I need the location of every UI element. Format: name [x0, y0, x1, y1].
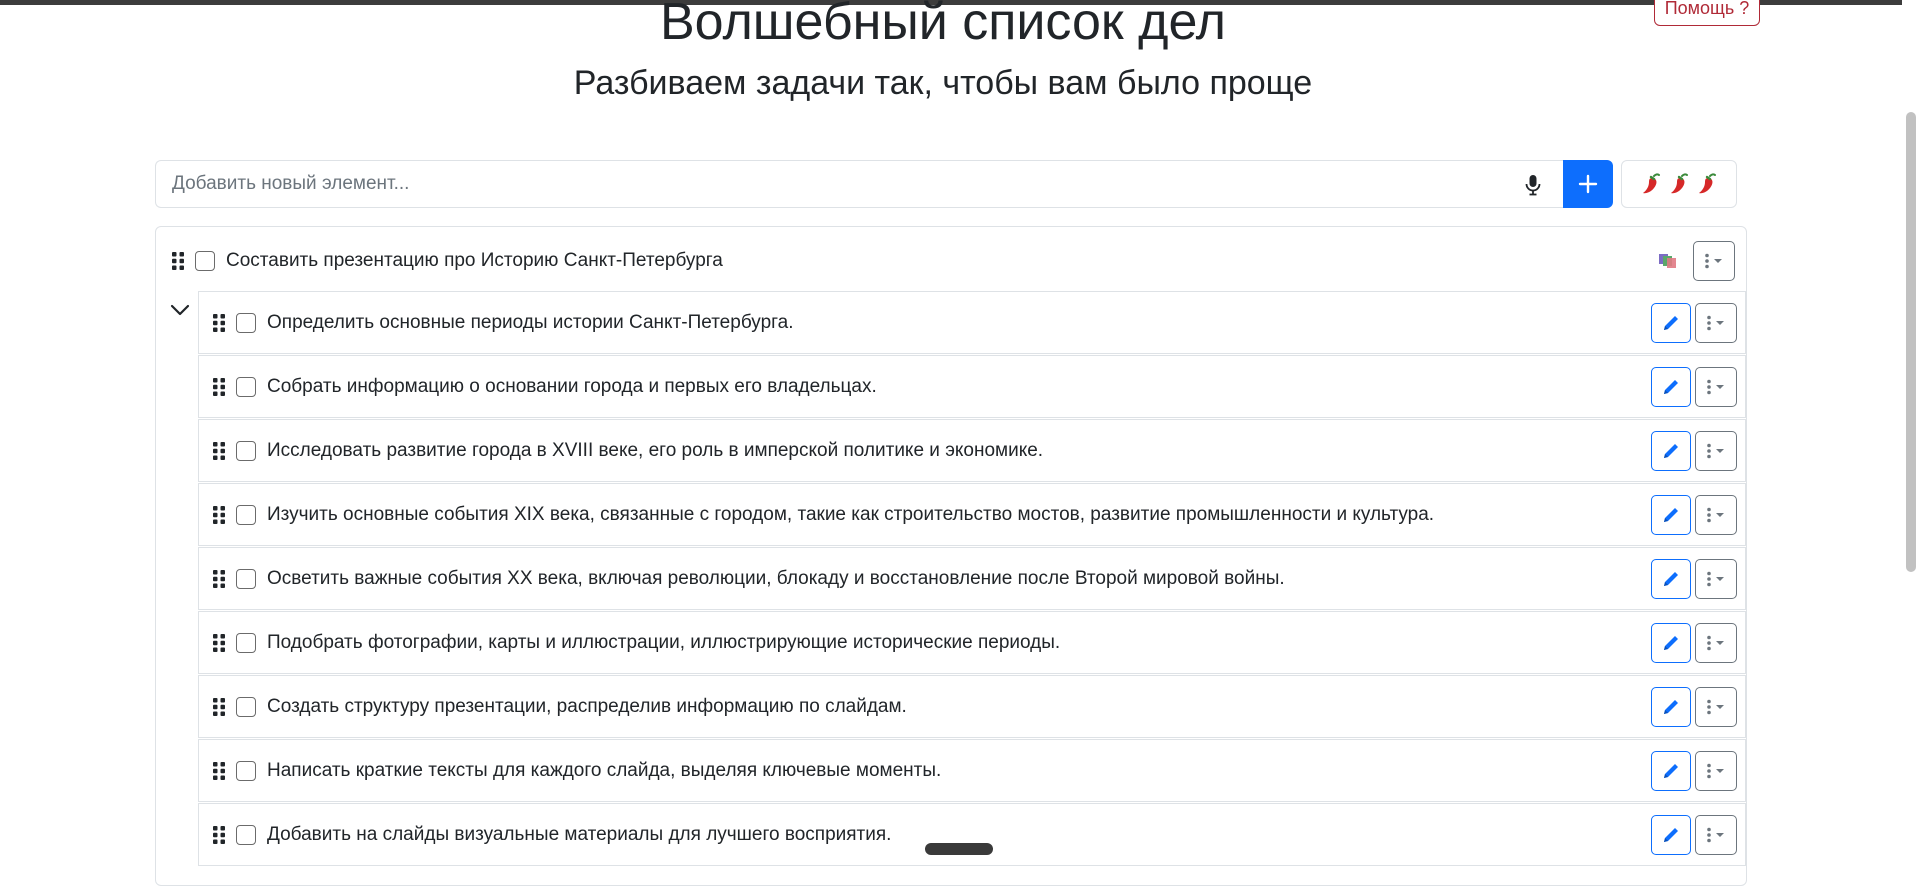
subtask-row — [198, 419, 1746, 482]
subtask-row — [198, 355, 1746, 418]
chili-pepper-icon — [1640, 172, 1662, 196]
subtask-text[interactable]: Создать структуру презентации, распределив информацию по слайдам. — [267, 696, 907, 717]
subtask-actions-dropdown[interactable] — [1695, 559, 1737, 599]
subtask-checkbox[interactable] — [236, 697, 256, 717]
resize-handle[interactable] — [925, 843, 993, 855]
task-row — [156, 227, 1746, 291]
subtask-row — [198, 547, 1746, 610]
task-text[interactable]: Составить презентацию про Историю Санкт-Петербурга — [226, 250, 723, 271]
edit-subtask-button[interactable] — [1651, 751, 1691, 791]
subtask-checkbox[interactable] — [236, 313, 256, 333]
more-options-icon — [1705, 443, 1727, 459]
add-item-button[interactable] — [1563, 160, 1613, 208]
more-options-icon — [1705, 699, 1727, 715]
subtask-checkbox[interactable] — [236, 505, 256, 525]
subtask-checkbox[interactable] — [236, 441, 256, 461]
subtask-text[interactable]: Собрать информацию о основании города и первых его владельцах. — [267, 376, 877, 397]
subtask-actions-dropdown[interactable] — [1695, 623, 1737, 663]
pencil-icon — [1661, 697, 1681, 717]
chili-pepper-icon — [1696, 172, 1718, 196]
subtask-row — [198, 483, 1746, 546]
edit-subtask-button[interactable] — [1651, 815, 1691, 855]
drag-handle-icon[interactable] — [213, 634, 225, 652]
drag-handle-icon[interactable] — [213, 506, 225, 524]
subtask-row — [198, 739, 1746, 802]
drag-handle-icon[interactable] — [213, 698, 225, 716]
pencil-icon — [1661, 313, 1681, 333]
edit-subtask-button[interactable] — [1651, 367, 1691, 407]
more-options-icon — [1705, 571, 1727, 587]
subtask-actions-dropdown[interactable] — [1695, 303, 1737, 343]
help-button-label: Помощь ? — [1664, 0, 1750, 18]
pencil-icon — [1661, 761, 1681, 781]
subtask-actions-dropdown[interactable] — [1695, 431, 1737, 471]
drag-handle-icon[interactable] — [213, 570, 225, 588]
edit-subtask-button[interactable] — [1651, 687, 1691, 727]
subtask-checkbox[interactable] — [236, 761, 256, 781]
subtask-text[interactable]: Изучить основные события XIX века, связанные с городом, такие как строительство мостов, развитие промышленности и культура. — [267, 504, 1435, 525]
subtask-text[interactable]: Осветить важные события XX века, включая революции, блокаду и восстановление после Второй мировой войны. — [267, 568, 1285, 589]
chili-pepper-icon — [1668, 172, 1690, 196]
subtask-checkbox[interactable] — [236, 633, 256, 653]
subtask-text[interactable]: Определить основные периоды истории Санкт-Петербурга. — [267, 312, 794, 333]
add-item-form — [155, 160, 1737, 208]
more-options-icon — [1703, 253, 1725, 269]
task-actions-dropdown[interactable] — [1693, 241, 1735, 281]
task-list — [155, 226, 1747, 886]
more-options-icon — [1705, 763, 1727, 779]
subtask-text[interactable]: Добавить на слайды визуальные материалы для лучшего восприятия. — [267, 824, 892, 845]
plus-icon — [1577, 173, 1599, 195]
page-subtitle: Разбиваем задачи так, чтобы вам было проще — [573, 64, 1313, 102]
drag-handle-icon[interactable] — [213, 826, 225, 844]
breakdown-icon[interactable] — [1658, 251, 1678, 269]
drag-handle-icon[interactable] — [213, 442, 225, 460]
collapse-subtasks-icon[interactable] — [170, 303, 190, 317]
page-title: Волшебный список дел — [659, 0, 1226, 51]
more-options-icon — [1705, 507, 1727, 523]
subtask-checkbox[interactable] — [236, 569, 256, 589]
edit-subtask-button[interactable] — [1651, 623, 1691, 663]
edit-subtask-button[interactable] — [1651, 559, 1691, 599]
scrollbar-thumb[interactable] — [1906, 112, 1916, 572]
help-button[interactable] — [1654, 0, 1760, 26]
microphone-icon[interactable] — [1523, 174, 1543, 196]
edit-subtask-button[interactable] — [1651, 303, 1691, 343]
task-checkbox[interactable] — [195, 251, 215, 271]
subtask-row — [198, 803, 1746, 866]
more-options-icon — [1705, 315, 1727, 331]
edit-subtask-button[interactable] — [1651, 431, 1691, 471]
drag-handle-icon[interactable] — [172, 252, 184, 270]
more-options-icon — [1705, 379, 1727, 395]
subtask-row — [198, 611, 1746, 674]
subtask-text[interactable]: Подобрать фотографии, карты и иллюстрации, иллюстрирующие исторические периоды. — [267, 632, 1061, 653]
more-options-icon — [1705, 827, 1727, 843]
pencil-icon — [1661, 825, 1681, 845]
pencil-icon — [1661, 569, 1681, 589]
drag-handle-icon[interactable] — [213, 314, 225, 332]
new-item-input[interactable] — [155, 160, 1563, 208]
pencil-icon — [1661, 505, 1681, 525]
subtask-text[interactable]: Исследовать развитие города в XVIII веке, его роль в имперской политике и экономике. — [267, 440, 1044, 461]
subtask-actions-dropdown[interactable] — [1695, 687, 1737, 727]
drag-handle-icon[interactable] — [213, 762, 225, 780]
subtask-row — [198, 675, 1746, 738]
spiciness-button[interactable] — [1621, 160, 1737, 208]
pencil-icon — [1661, 633, 1681, 653]
subtask-actions-dropdown[interactable] — [1695, 495, 1737, 535]
subtask-checkbox[interactable] — [236, 825, 256, 845]
edit-subtask-button[interactable] — [1651, 495, 1691, 535]
subtask-actions-dropdown[interactable] — [1695, 751, 1737, 791]
drag-handle-icon[interactable] — [213, 378, 225, 396]
subtask-checkbox[interactable] — [236, 377, 256, 397]
pencil-icon — [1661, 377, 1681, 397]
subtask-actions-dropdown[interactable] — [1695, 815, 1737, 855]
pencil-icon — [1661, 441, 1681, 461]
subtask-actions-dropdown[interactable] — [1695, 367, 1737, 407]
more-options-icon — [1705, 635, 1727, 651]
subtask-row — [198, 291, 1746, 354]
subtask-text[interactable]: Написать краткие тексты для каждого слайда, выделяя ключевые моменты. — [267, 760, 942, 781]
